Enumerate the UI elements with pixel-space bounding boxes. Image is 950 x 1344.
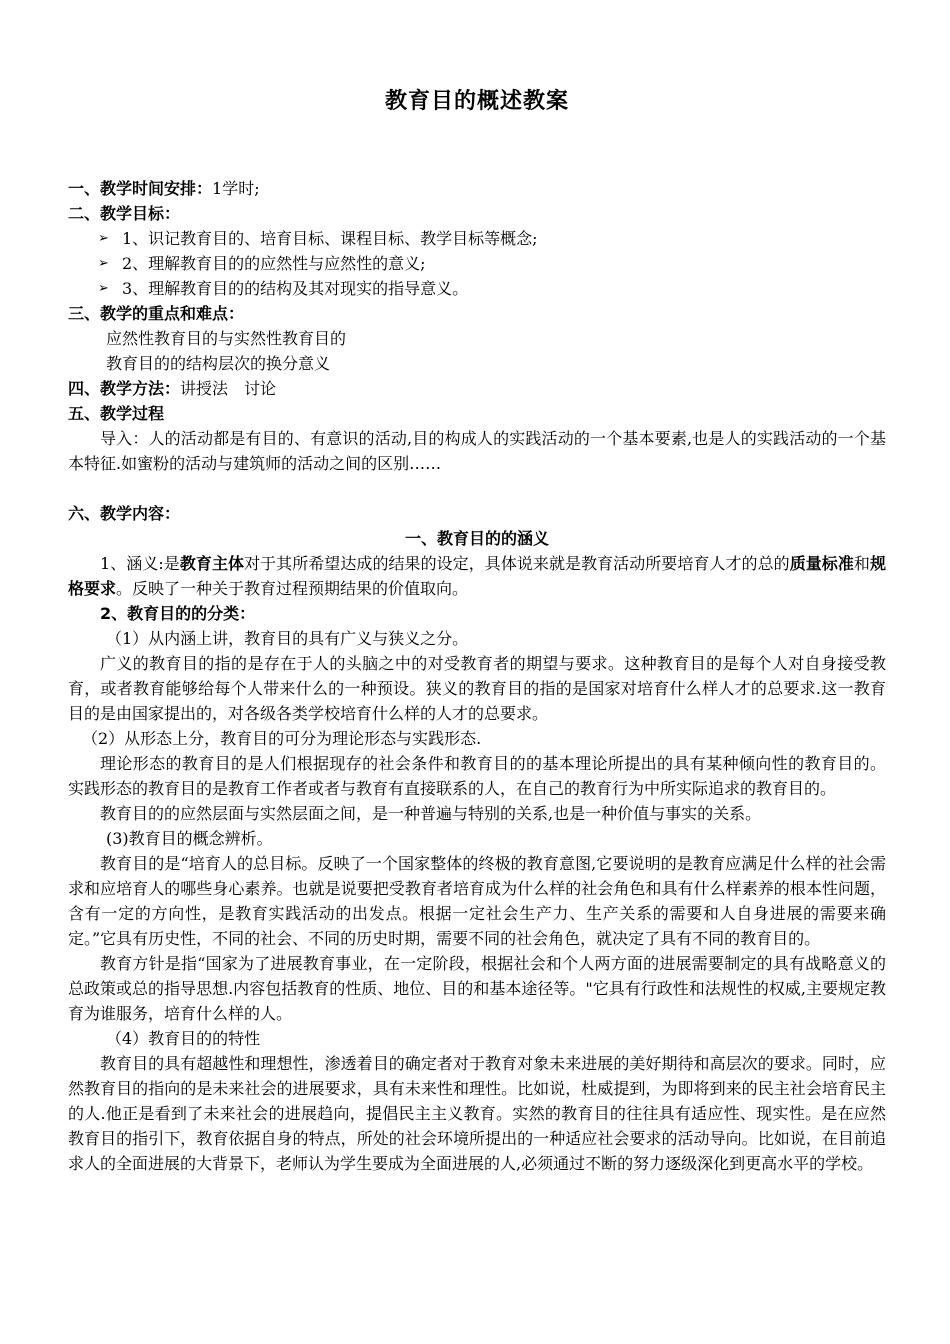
method-text: 讲授法 讨论 [180,379,277,398]
document-body [68,176,886,1176]
paragraph: 广义的教育目的指的是存在于人的头脑之中的对受教育者的期望与要求。这种教育目的是每个人对自身接受教育，或者教育能够给每个人带来什么的一种预设。狭义的教育目的指的是国家对培育什么样人才的总要求.这一教育目的是由国家提出的，对各级各类学校培育什么样的人才的总要求。 [68,654,886,723]
content-heading: 六、教学内容： [68,504,181,523]
def-text: 。反映了一种关于教育过程预期结果的价值取向。 [116,579,469,598]
paragraph: （2）从形态上分，教育目的可分为理论形态与实践形态. [82,729,482,748]
goal-text: 1、识记教育目的、培育目标、课程目标、教学目标等概念; [122,229,538,248]
def-bold-term: 教育主体 [179,554,245,573]
goal-item [68,226,886,251]
def-bold-term: 质量标准 [789,554,854,573]
arrow-bullet-icon: ➢ [98,231,109,246]
method-line [68,376,886,401]
goals-heading: 二、教学目标： [68,204,181,223]
process-intro: 导入：人的活动都是有目的、有意识的活动,目的构成人的实践活动的一个基本要素,也是人的实践活动的一个基本特征.如蜜粉的活动与建筑师的活动之间的区别…… [68,429,886,473]
time-text: 1学时; [212,179,260,198]
time-heading: 一、教学时间安排： [68,179,213,198]
paragraph: 理论形态的教育目的是人们根据现存的社会条件和教育目的的基本理论所提出的具有某种倾向性的教育目的。 实践形态的教育目的是教育工作者或者与教育有直接联系的人，在自己的教育行为中所实际追求的教育目的。 [68,754,886,798]
classification-heading: 2、教育目的的分类： [100,604,256,623]
arrow-bullet-icon: ➢ [98,256,109,271]
goal-text: 2、理解教育目的的应然性与应然性的意义; [122,254,426,273]
def-text: 对于其所希望达成的结果的设定，具体说来就是教育活动所要培育人才的总的 [244,554,790,573]
focus-line: 应然性教育目的与实然性教育目的 [106,329,347,348]
def-bold-term: 规格要求 [68,554,886,598]
paragraph: （4）教育目的的特性 [106,1029,261,1048]
focus-heading: 三、教学的重点和难点： [68,304,245,323]
goal-item [68,276,886,301]
paragraph: 教育目的的应然层面与实然层面之间，是一种普遍与特别的关系,也是一种价值与事实的关系。 [100,804,762,823]
def-text: 1、涵义:是 [100,554,180,573]
definition-paragraph [68,551,886,601]
document-title: 教育目的概述教案 [384,89,569,114]
section-title: 一、教育目的的涵义 [404,529,549,548]
paragraph: 教育目的具有超越性和理想性，渗透着目的确定者对于教育对象未来进展的美好期待和高层次的要求。同时，应然教育目的指向的是未来社会的进展要求，具有未来性和理性。比如说，杜威提到，为即将到来的民主社会培育民主的人.他正是看到了未来社会的进展趋向，提倡民主主义教育。实然的教育目的往往具有适应性、现实性。是在应然教育目的指引下，教育依据自身的特点，所处的社会环境所提出的一种适应社会要求的活动导向。比如说，在目前追求人的全面进展的大背景下，老师认为学生要成为全面进展的人,必须通过不断的努力逐级深化到更高水平的学校。 [68,1054,886,1173]
process-heading: 五、教学过程 [68,404,165,423]
goal-item [68,251,886,276]
paragraph: 教育目的是“培育人的总目标。反映了一个国家整体的终极的教育意图,它要说明的是教育应满足什么样的社会需求和应培育人的哪些身心素养。也就是说要把受教育者培育成为什么样的社会角色和具有什么样素养的根本性问题，含有一定的方向性，是教育实践活动的出发点。根据一定社会生产力、生产关系的需要和人自身进展的需要来确定。”它具有历史性，不同的社会、不同的历史时期，需要不同的社会角色，就决定了具有不同的教育目的。 [68,854,886,948]
def-text: 和 [853,554,870,573]
time-line [68,176,886,201]
paragraph: （1）从内涵上讲，教育目的具有广义与狭义之分。 [106,629,469,648]
focus-line: 教育目的的结构层次的换分意义 [106,354,331,373]
goal-text: 3、理解教育目的的结构及其对现实的指导意义。 [122,279,469,298]
arrow-bullet-icon: ➢ [98,281,109,296]
paragraph: 教育方针是指“国家为了进展教育事业，在一定阶段，根据社会和个人两方面的进展需要制定的具有战略意义的总政策或总的指导思想.内容包括教育的性质、地位、目的和基本途径等。"它具有行政性和法规性的权威,主要规定教育为谁服务，培育什么样的人。 [68,954,886,1023]
paragraph: (3)教育目的概念辨析。 [106,829,273,848]
method-heading: 四、教学方法： [68,379,181,398]
